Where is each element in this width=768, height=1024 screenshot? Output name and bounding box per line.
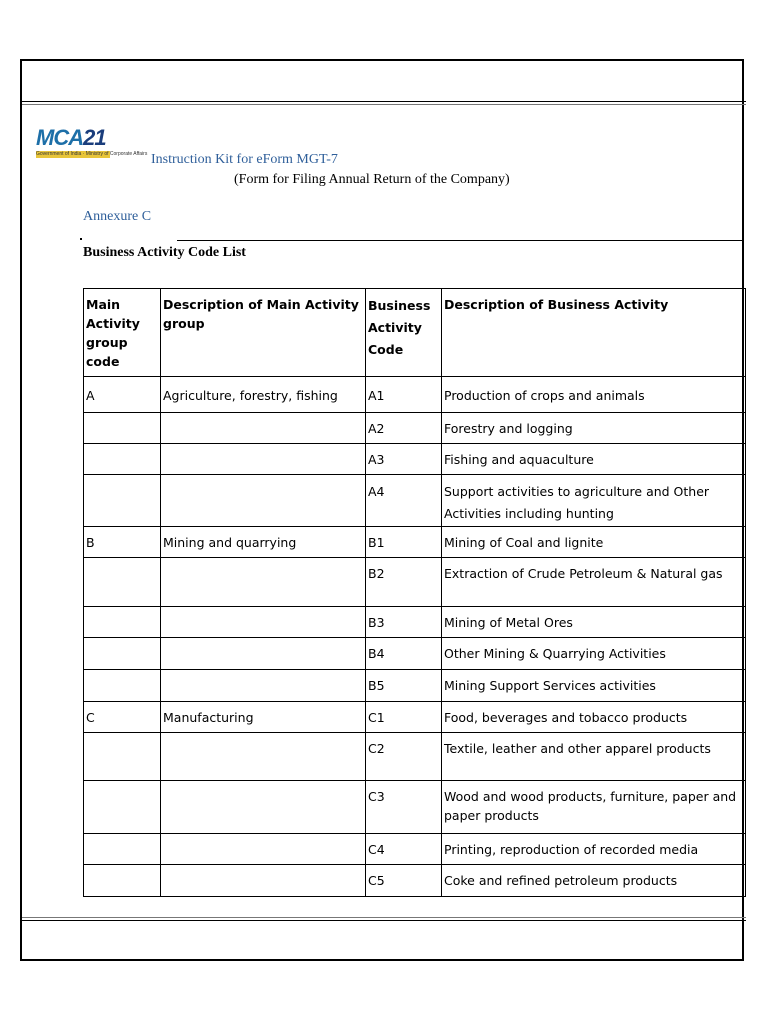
cell-group-desc <box>161 558 366 607</box>
table-row <box>84 607 746 638</box>
cell-group-code <box>84 475 161 527</box>
cell-code: C3 <box>366 781 442 834</box>
cell-group-desc <box>161 475 366 527</box>
cell-group-desc <box>161 413 366 444</box>
table-row <box>84 638 746 670</box>
table-row <box>84 865 746 897</box>
footer-divider <box>22 920 746 921</box>
cell-code: B3 <box>366 607 442 638</box>
cell-group-code: B <box>84 527 161 558</box>
cell-desc: Support activities to agriculture and Other Activities including hunting <box>442 475 746 527</box>
cell-code: C2 <box>366 733 442 781</box>
cell-group-desc <box>161 865 366 897</box>
cell-group-desc: Agriculture, forestry, fishing <box>161 377 366 413</box>
cell-group-code: C <box>84 702 161 733</box>
cell-group-desc <box>161 781 366 834</box>
cell-desc: Other Mining & Quarrying Activities <box>442 638 746 670</box>
cell-group-code <box>84 558 161 607</box>
table-row <box>84 781 746 834</box>
cell-code: B2 <box>366 558 442 607</box>
table-row <box>84 558 746 607</box>
annexure-label: Annexure C <box>83 209 152 224</box>
column-header: Description of Main Activity group <box>161 289 366 377</box>
logo-tagline: Government of India · Ministry of Corporate Affairs <box>36 151 148 157</box>
bullet-dot <box>80 238 82 240</box>
table-row <box>84 527 746 558</box>
table-body <box>84 377 746 897</box>
kit-subtitle: (Form for Filing Annual Return of the Company) <box>234 172 510 187</box>
kit-title: Instruction Kit for eForm MGT-7 <box>151 152 338 167</box>
cell-group-code: A <box>84 377 161 413</box>
cell-code: A2 <box>366 413 442 444</box>
list-title: Business Activity Code List <box>83 245 246 260</box>
cell-desc: Extraction of Crude Petroleum & Natural gas <box>442 558 746 607</box>
cell-desc: Mining of Metal Ores <box>442 607 746 638</box>
footer-divider-inner <box>22 917 746 918</box>
cell-code: B5 <box>366 670 442 702</box>
cell-code: B1 <box>366 527 442 558</box>
header-divider-inner <box>22 104 746 105</box>
cell-group-desc <box>161 638 366 670</box>
cell-group-code <box>84 607 161 638</box>
table-row <box>84 444 746 475</box>
table-row <box>84 413 746 444</box>
cell-code: C1 <box>366 702 442 733</box>
cell-group-code <box>84 781 161 834</box>
cell-group-desc <box>161 607 366 638</box>
header-divider <box>22 101 746 102</box>
cell-code: C5 <box>366 865 442 897</box>
cell-group-desc <box>161 733 366 781</box>
table-row <box>84 834 746 865</box>
cell-group-code <box>84 834 161 865</box>
cell-desc: Coke and refined petroleum products <box>442 865 746 897</box>
table-row <box>84 733 746 781</box>
cell-group-code <box>84 670 161 702</box>
table-row <box>84 670 746 702</box>
cell-desc: Forestry and logging <box>442 413 746 444</box>
cell-code: C4 <box>366 834 442 865</box>
cell-desc: Fishing and aquaculture <box>442 444 746 475</box>
table-header-row <box>84 289 746 377</box>
heading-rule <box>177 240 743 241</box>
column-header: Business Activity Code <box>366 289 442 377</box>
cell-desc: Wood and wood products, furniture, paper and paper products <box>442 781 746 834</box>
cell-code: A1 <box>366 377 442 413</box>
table-row <box>84 475 746 527</box>
cell-group-desc <box>161 444 366 475</box>
table-row <box>84 702 746 733</box>
column-header: Main Activity group code <box>84 289 161 377</box>
column-header: Description of Business Activity <box>442 289 746 377</box>
table-row <box>84 377 746 413</box>
cell-group-code <box>84 733 161 781</box>
cell-group-desc: Mining and quarrying <box>161 527 366 558</box>
cell-desc: Food, beverages and tobacco products <box>442 702 746 733</box>
cell-desc: Production of crops and animals <box>442 377 746 413</box>
cell-code: A3 <box>366 444 442 475</box>
cell-desc: Textile, leather and other apparel products <box>442 733 746 781</box>
cell-group-desc <box>161 834 366 865</box>
cell-group-desc: Manufacturing <box>161 702 366 733</box>
cell-group-desc <box>161 670 366 702</box>
cell-desc: Mining of Coal and lignite <box>442 527 746 558</box>
cell-group-code <box>84 444 161 475</box>
cell-desc: Printing, reproduction of recorded media <box>442 834 746 865</box>
cell-desc: Mining Support Services activities <box>442 670 746 702</box>
cell-code: B4 <box>366 638 442 670</box>
mca21-logo: MCA21 Government of India · Ministry of Corporate Affairs <box>36 125 148 157</box>
cell-code: A4 <box>366 475 442 527</box>
cell-group-code <box>84 413 161 444</box>
cell-group-code <box>84 638 161 670</box>
business-activity-table <box>83 288 746 897</box>
cell-group-code <box>84 865 161 897</box>
